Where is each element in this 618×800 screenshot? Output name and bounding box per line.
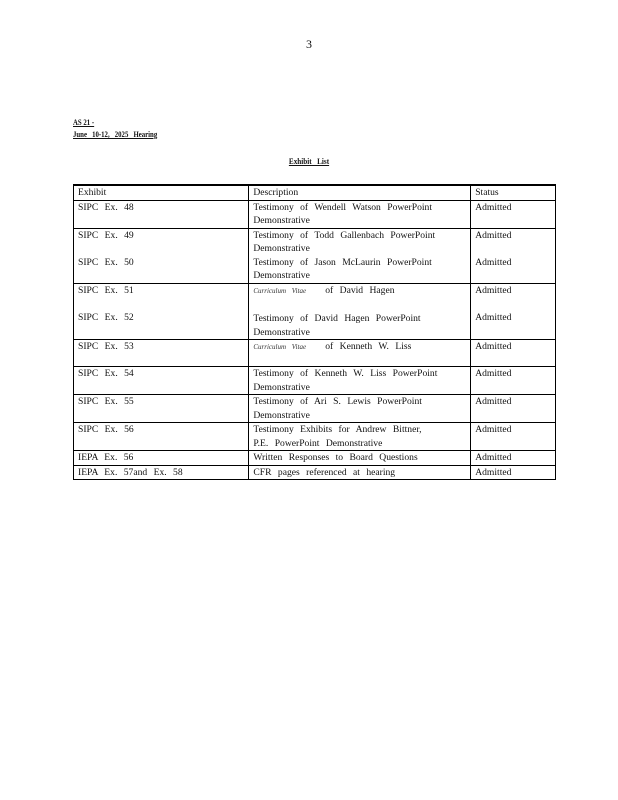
cv-italic-text: Curriculum Vitae xyxy=(253,343,307,351)
table-row xyxy=(74,465,556,480)
description-cell xyxy=(249,283,471,340)
description-line: Testimony of Jason McLaurin PowerPoint xyxy=(253,256,432,268)
description-line: P.E. PowerPoint Demonstrative xyxy=(253,437,383,449)
description-cell xyxy=(249,423,471,451)
description-cell: CFR pages referenced at hearing xyxy=(249,465,471,480)
table-row xyxy=(74,395,556,423)
exhibit-cell: IEPA Ex. 56 xyxy=(74,451,249,466)
description-cell xyxy=(249,200,471,228)
description-line: Demonstrative xyxy=(253,326,310,338)
exhibit-table xyxy=(73,184,556,480)
exhibit-cell: SIPC Ex. 48 xyxy=(74,200,249,228)
exhibit-cell: SIPC Ex. 53 xyxy=(74,340,249,367)
table-row xyxy=(74,451,556,466)
table-row xyxy=(74,340,556,367)
status-cell: Admitted xyxy=(471,451,556,466)
description-cell xyxy=(249,340,471,367)
exhibit-cell: SIPC Ex. 55 xyxy=(74,395,249,423)
exhibit-cell: IEPA Ex. 57and Ex. 58 xyxy=(74,465,249,480)
case-number: AS 21 - xyxy=(73,118,95,127)
table-row xyxy=(74,200,556,228)
status-line: Admitted xyxy=(475,229,512,241)
description-line: Testimony Exhibits for Andrew Bittner, xyxy=(253,424,422,435)
description-line: Testimony of Kenneth W. Liss PowerPoint xyxy=(253,368,438,379)
hearing-dates: June 10-12, 2025 Hearing xyxy=(73,130,158,139)
description-line: Demonstrative xyxy=(253,270,310,281)
status-cell xyxy=(471,228,556,283)
description-line: Demonstrative xyxy=(253,215,310,226)
description-line: Testimony of Todd Gallenbach PowerPoint xyxy=(253,229,436,241)
exhibit-line: SIPC Ex. 52 xyxy=(78,312,134,323)
exhibit-cell: SIPC Ex. 56 xyxy=(74,423,249,451)
description-line: Testimony of Wendell Watson PowerPoint xyxy=(253,201,433,213)
status-line: Admitted xyxy=(475,257,512,268)
status-cell: Admitted xyxy=(471,340,556,367)
description-line: Demonstrative xyxy=(253,243,310,254)
description-cell: Written Responses to Board Questions xyxy=(249,451,471,466)
table-row xyxy=(74,228,556,283)
description-cell xyxy=(249,228,471,283)
exhibit-cell xyxy=(74,228,249,283)
status-cell: Admitted xyxy=(471,395,556,423)
exhibit-cell: SIPC Ex. 54 xyxy=(74,367,249,395)
status-cell: Admitted xyxy=(471,200,556,228)
status-line: Admitted xyxy=(475,284,512,296)
status-cell: Admitted xyxy=(471,465,556,480)
cv-italic-text: Curriculum Vitae xyxy=(253,286,307,295)
exhibit-list-title: Exhibit List xyxy=(288,157,330,166)
description-line: Testimony of David Hagen PowerPoint xyxy=(253,313,421,324)
exhibit-line: SIPC Ex. 49 xyxy=(78,229,134,241)
status-cell: Admitted xyxy=(471,423,556,451)
description-line: Demonstrative xyxy=(253,381,310,393)
description-line: Testimony of Ari S. Lewis PowerPoint xyxy=(253,396,422,407)
column-header-status: Status xyxy=(471,185,556,200)
cv-name-text: of Kenneth W. Liss xyxy=(325,341,412,352)
cv-name-text: of David Hagen xyxy=(325,284,395,296)
case-header xyxy=(73,117,157,141)
description-cell xyxy=(249,395,471,423)
table-row xyxy=(74,367,556,395)
status-line: Admitted xyxy=(475,312,512,323)
description-line xyxy=(253,284,466,299)
page-number: 3 xyxy=(306,37,312,51)
description-cell xyxy=(249,367,471,395)
column-header-description: Description xyxy=(249,185,471,200)
status-cell: Admitted xyxy=(471,367,556,395)
exhibit-line: SIPC Ex. 50 xyxy=(78,257,134,268)
column-header-exhibit: Exhibit xyxy=(74,185,249,200)
table-header-row xyxy=(74,185,556,200)
table-row xyxy=(74,283,556,340)
status-cell xyxy=(471,283,556,340)
exhibit-cell xyxy=(74,283,249,340)
exhibit-line: SIPC Ex. 51 xyxy=(78,284,134,296)
description-line: Demonstrative xyxy=(253,409,310,421)
table-row xyxy=(74,423,556,451)
